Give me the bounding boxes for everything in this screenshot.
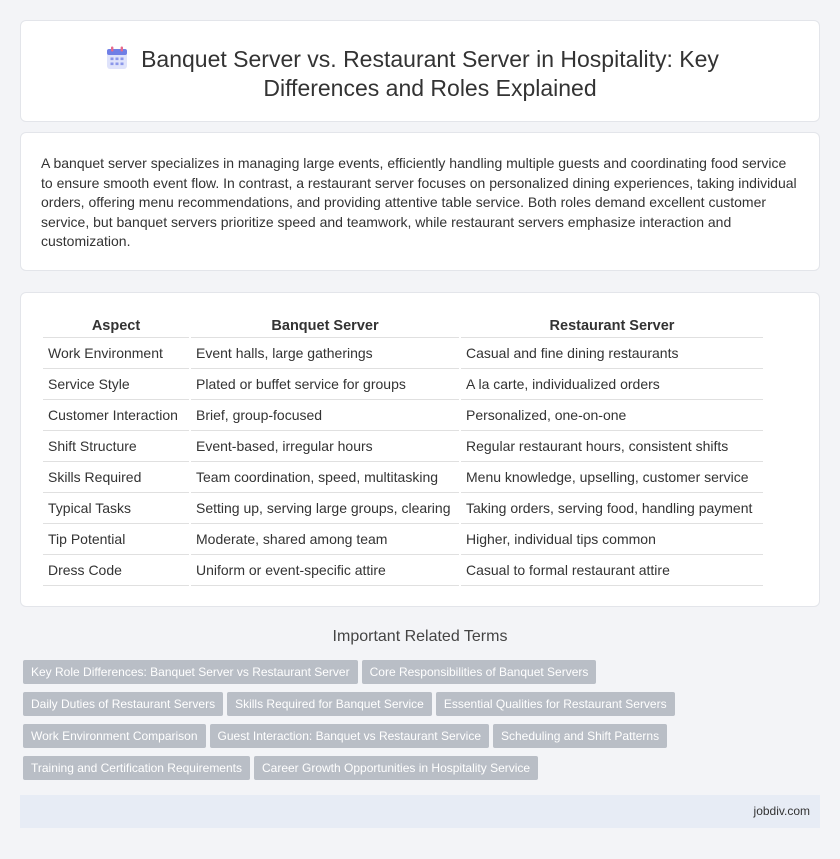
related-term-tag[interactable]: Guest Interaction: Banquet vs Restaurant Service <box>210 724 489 748</box>
table-cell: Casual to formal restaurant attire <box>460 554 764 585</box>
table-cell: Higher, individual tips common <box>460 523 764 554</box>
column-header-aspect: Aspect <box>43 315 190 337</box>
table-cell: Setting up, serving large groups, clearing <box>190 492 460 523</box>
table-cell: Customer Interaction <box>43 399 190 430</box>
related-term-tag[interactable]: Skills Required for Banquet Service <box>227 692 432 716</box>
table-cell: Plated or buffet service for groups <box>190 368 460 399</box>
column-header-banquet-server: Banquet Server <box>190 315 460 337</box>
footer <box>20 795 820 828</box>
table-cell: Menu knowledge, upselling, customer service <box>460 461 764 492</box>
table-cell: Casual and fine dining restaurants <box>460 337 764 368</box>
table-cell: Dress Code <box>43 554 190 585</box>
table-row <box>43 430 764 461</box>
related-term-tag[interactable]: Training and Certification Requirements <box>23 756 250 780</box>
table-cell: A la carte, individualized orders <box>460 368 764 399</box>
related-term-tag[interactable]: Daily Duties of Restaurant Servers <box>23 692 223 716</box>
table-cell: Typical Tasks <box>43 492 190 523</box>
table-row <box>43 368 764 399</box>
intro-paragraph: A banquet server specializes in managing large events, efficiently handling multiple guests and coordinating food service to ensure smooth event flow. In contrast, a restaurant server focuses on personalized dining experiences, taking individual orders, offering menu recommendations, and providing attentive table service. Both roles demand excellent customer service, but banquet servers prioritize speed and teamwork, while restaurant servers emphasize interaction and customization. <box>41 155 797 249</box>
table-cell: Regular restaurant hours, consistent shifts <box>460 430 764 461</box>
related-term-tag[interactable]: Core Responsibilities of Banquet Servers <box>362 660 597 684</box>
table-row <box>43 399 764 430</box>
table-cell: Taking orders, serving food, handling payment <box>460 492 764 523</box>
table-cell: Uniform or event-specific attire <box>190 554 460 585</box>
related-term-tag[interactable]: Scheduling and Shift Patterns <box>493 724 667 748</box>
table-row <box>43 492 764 523</box>
table-cell: Shift Structure <box>43 430 190 461</box>
related-terms-title: Important Related Terms <box>332 628 508 645</box>
table-row <box>43 461 764 492</box>
table-row <box>43 523 764 554</box>
title-card <box>20 20 820 122</box>
table-cell: Skills Required <box>43 461 190 492</box>
table-cell: Service Style <box>43 368 190 399</box>
table-cell: Personalized, one-on-one <box>460 399 764 430</box>
column-header-restaurant-server: Restaurant Server <box>460 315 764 337</box>
comparison-table <box>43 315 765 586</box>
table-row <box>43 337 764 368</box>
table-cell: Event halls, large gatherings <box>190 337 460 368</box>
table-cell: Moderate, shared among team <box>190 523 460 554</box>
comparison-card <box>20 292 820 607</box>
related-terms-list <box>23 660 803 788</box>
related-term-tag[interactable]: Work Environment Comparison <box>23 724 206 748</box>
footer-site-link[interactable]: jobdiv.com <box>753 804 810 818</box>
table-cell: Tip Potential <box>43 523 190 554</box>
table-row <box>43 554 764 585</box>
table-cell: Event-based, irregular hours <box>190 430 460 461</box>
intro-card <box>20 132 820 271</box>
table-cell: Brief, group-focused <box>190 399 460 430</box>
related-term-tag[interactable]: Key Role Differences: Banquet Server vs Restaurant Server <box>23 660 358 684</box>
related-term-tag[interactable]: Essential Qualities for Restaurant Servers <box>436 692 675 716</box>
related-term-tag[interactable]: Career Growth Opportunities in Hospitality Service <box>254 756 538 780</box>
table-header-row <box>43 315 764 337</box>
table-cell: Work Environment <box>43 337 190 368</box>
table-cell: Team coordination, speed, multitasking <box>190 461 460 492</box>
page-title: Banquet Server vs. Restaurant Server in Hospitality: Key Differences and Roles Explained <box>141 46 719 101</box>
